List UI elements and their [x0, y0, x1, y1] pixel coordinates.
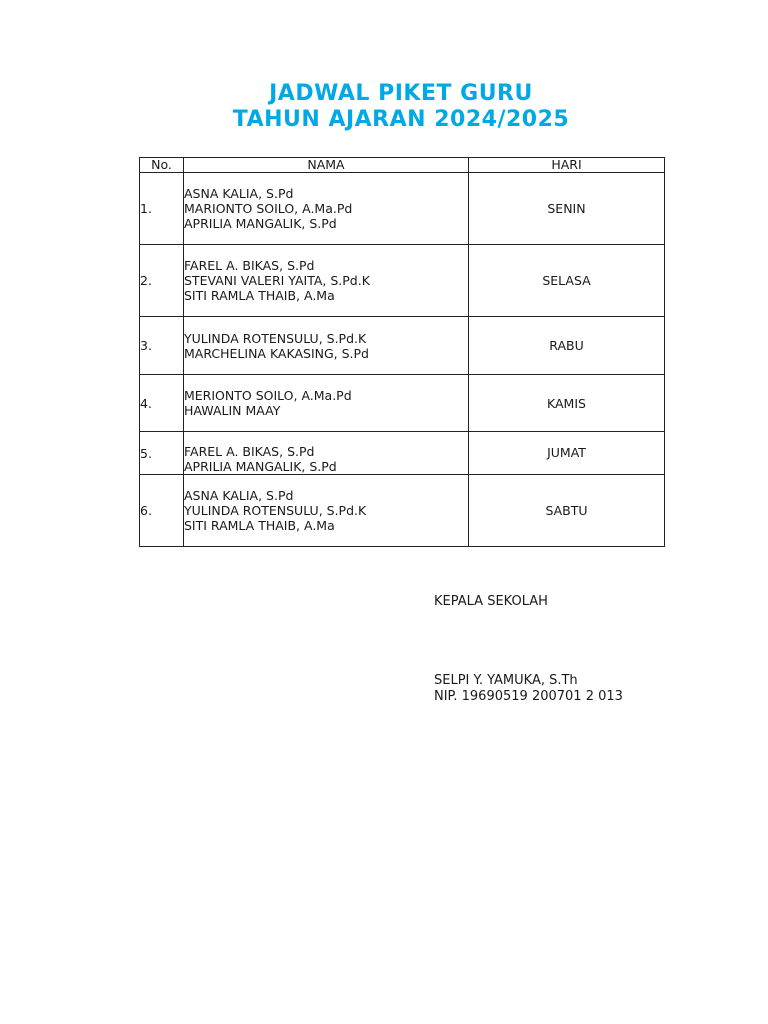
teacher-name: SITI RAMLA THAIB, A.Ma: [184, 288, 335, 303]
row-names: [184, 375, 469, 432]
table-row: [140, 173, 665, 245]
table-header-row: [140, 158, 665, 173]
signature-role: KEPALA SEKOLAH: [434, 594, 548, 609]
row-number: 5.: [140, 432, 184, 475]
table-row: [140, 317, 665, 375]
teacher-name: YULINDA ROTENSULU, S.Pd.K: [184, 330, 367, 346]
table-row: [140, 245, 665, 317]
teacher-name: HAWALIN MAAY: [184, 403, 281, 418]
teacher-name: SITI RAMLA THAIB, A.Ma: [184, 518, 335, 533]
signature-name: SELPI Y. YAMUKA, S.Th: [434, 673, 578, 688]
teacher-name: MARCHELINA KAKASING, S.Pd: [184, 345, 369, 361]
teacher-name: ASNA KALIA, S.Pd: [184, 186, 294, 201]
row-names: [184, 317, 469, 375]
row-number: 6.: [140, 475, 184, 547]
row-day: SENIN: [469, 173, 665, 245]
row-day: SABTU: [469, 475, 665, 547]
table-row: [140, 375, 665, 432]
document-subtitle: TAHUN AJARAN 2024/2025: [232, 107, 570, 132]
row-names: [184, 475, 469, 547]
teacher-name: FAREL A. BIKAS, S.Pd: [184, 444, 315, 459]
teacher-name: MERIONTO SOILO, A.Ma.Pd: [184, 388, 352, 403]
document-title: JADWAL PIKET GURU: [269, 81, 533, 106]
teacher-name: APRILIA MANGALIK, S.Pd: [184, 459, 337, 474]
row-number: 4.: [140, 375, 184, 432]
table-row: [140, 432, 665, 475]
duty-schedule-table: [139, 157, 665, 547]
teacher-name: ASNA KALIA, S.Pd: [184, 488, 294, 503]
row-names: [184, 245, 469, 317]
teacher-name: YULINDA ROTENSULU, S.Pd.K: [184, 503, 367, 518]
row-day: RABU: [469, 317, 665, 375]
row-number: 2.: [140, 245, 184, 317]
header-hari: HARI: [469, 158, 665, 173]
header-no: No.: [140, 158, 184, 173]
row-number: 1.: [140, 173, 184, 245]
teacher-name: MARIONTO SOILO, A.Ma.Pd: [184, 201, 353, 216]
row-names: [184, 432, 469, 475]
row-day: KAMIS: [469, 375, 665, 432]
teacher-name: APRILIA MANGALIK, S.Pd: [184, 216, 337, 231]
teacher-name: STEVANI VALERI YAITA, S.Pd.K: [184, 273, 370, 288]
signature-nip: NIP. 19690519 200701 2 013: [434, 689, 623, 704]
row-day: JUMAT: [469, 432, 665, 475]
header-nama: NAMA: [184, 158, 469, 173]
table-row: [140, 475, 665, 547]
row-names: [184, 173, 469, 245]
row-number: 3.: [140, 317, 184, 375]
teacher-name: FAREL A. BIKAS, S.Pd: [184, 258, 315, 273]
row-day: SELASA: [469, 245, 665, 317]
